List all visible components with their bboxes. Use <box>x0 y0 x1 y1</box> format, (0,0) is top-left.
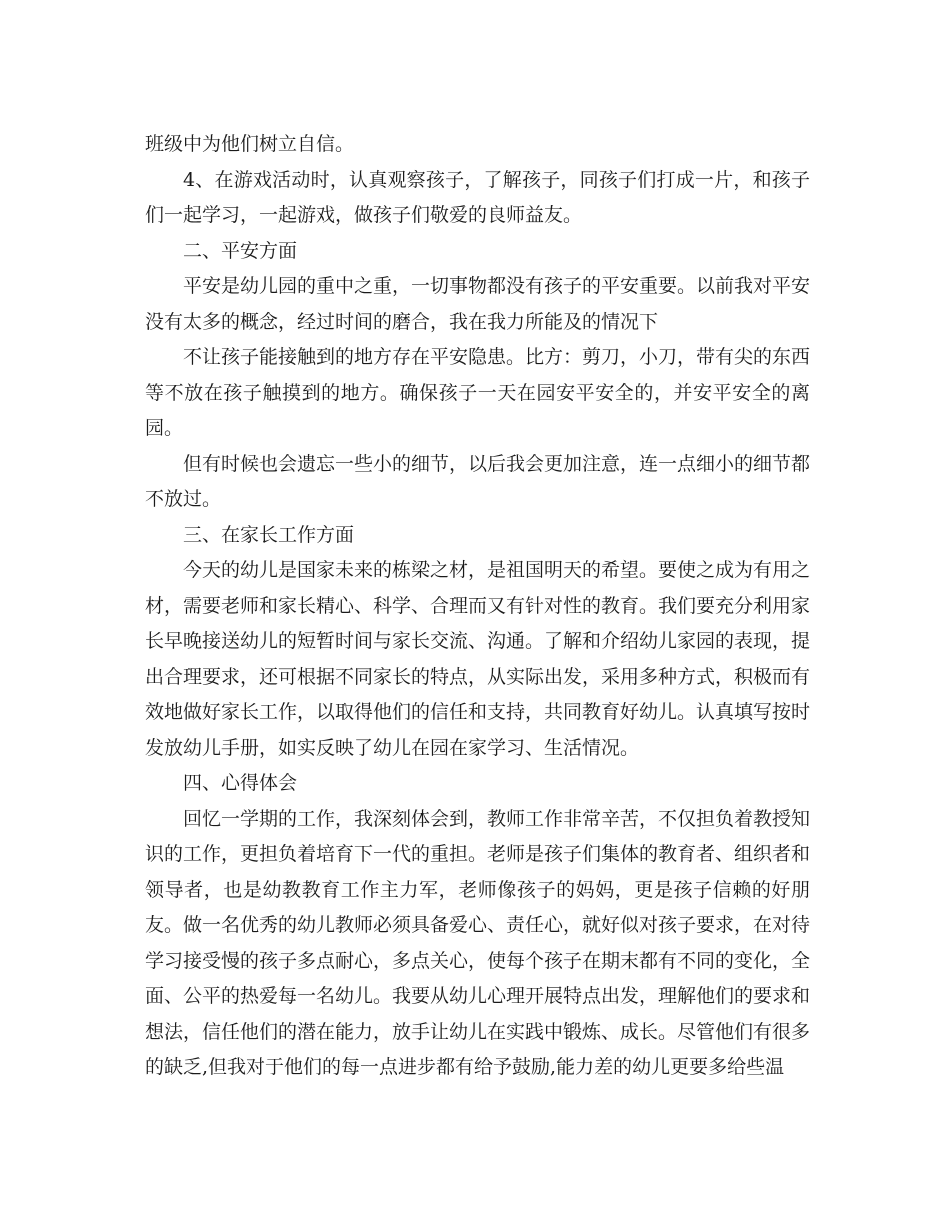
paragraph-reflections: 回忆一学期的工作，我深刻体会到，教师工作非常辛苦，不仅担负着教授知识的工作，更担负着培育下一代的重担。老师是孩子们集体的教育者、组织者和领导者，也是幼教教育工作主力军，老师像孩子的妈妈，更是孩子信赖的好朋友。做一名优秀的幼儿教师必须具备爱心、责任心，就好似对孩子要求，在对待学习接受慢的孩子多点耐心，多点关心，使每个孩子在期末都有不同的变化，全面、公平的热爱每一名幼儿。我要从幼儿心理开展特点出发，理解他们的要求和想法，信任他们的潜在能力，放手让幼儿在实践中锻炼、成长。尽管他们有很多的缺乏,但我对于他们的每一点进步都有给予鼓励,能力差的幼儿更要多给些温 <box>145 807 811 1078</box>
section-heading-parents: 三、在家长工作方面 <box>183 523 355 546</box>
paragraph-safety-intro: 平安是幼儿园的重中之重，一切事物都没有孩子的平安重要。以前我对平安没有太多的概念，经过时间的磨合，我在我力所能及的情况下 <box>145 275 811 333</box>
section-heading-safety: 二、平安方面 <box>183 239 298 262</box>
section-heading-reflections: 四、心得体会 <box>183 772 298 794</box>
paragraph-safety-measures: 不让孩子能接触到的地方存在平安隐患。比方：剪刀，小刀，带有尖的东西等不放在孩子触摸到的地方。确保孩子一天在园安平安全的，并安平安全的离园。 <box>145 346 811 439</box>
paragraph-continuation: 班级中为他们树立自信。 <box>145 133 355 155</box>
paragraph-item-4: 4、在游戏活动时，认真观察孩子，了解孩子，同孩子们打成一片，和孩子们一起学习，一起游戏，做孩子们敬爱的良师益友。 <box>145 168 810 226</box>
paragraph-parents: 今天的幼儿是国家未来的栋梁之材，是祖国明天的希望。要使之成为有用之材，需要老师和家长精心、科学、合理而又有针对性的教育。我们要充分利用家长早晚接送幼儿的短暂时间与家长交流、沟通。了解和介绍幼儿家园的表现，提出合理要求，还可根据不同家长的特点，从实际出发，采用多种方式，积极而有效地做好家长工作，以取得他们的信任和支持，共同教育好幼儿。认真填写按时发放幼儿手册，如实反映了幼儿在园在家学习、生活情况。 <box>145 559 811 759</box>
paragraph-safety-details: 但有时候也会遗忘一些小的细节，以后我会更加注意，连一点细小的细节都不放过。 <box>145 452 811 510</box>
document-body <box>145 127 810 1086</box>
